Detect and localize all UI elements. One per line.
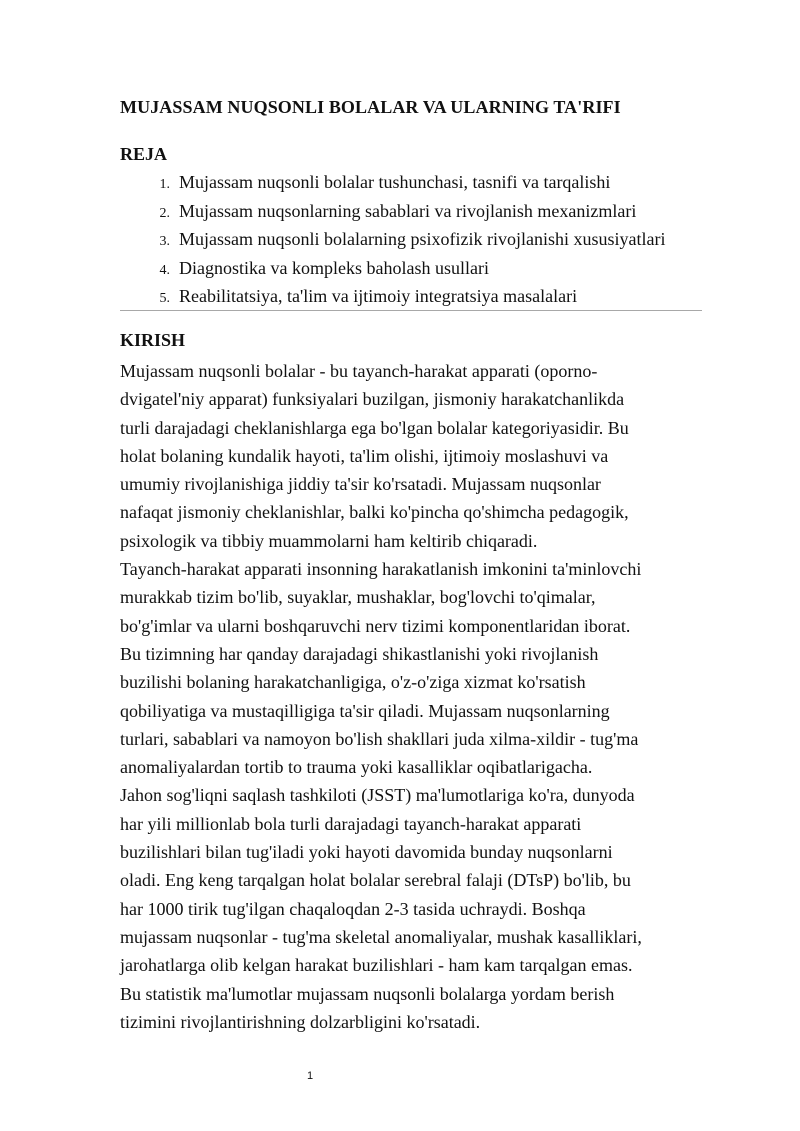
body-line: nafaqat jismoniy cheklanishlar, balki ko'pincha qo'shimcha pedagogik, (120, 502, 629, 523)
body-line: turli darajadagi cheklanishlarga ega bo'lgan bolalar kategoriyasidir. Bu (120, 417, 629, 438)
plan-item-number: 1. (159, 177, 170, 192)
document-title: MUJASSAM NUQSONLI BOLALAR VA ULARNING TA'RIFI (120, 97, 621, 117)
body-line: Mujassam nuqsonli bolalar - bu tayanch-harakat apparati (oporno- (120, 361, 598, 381)
body-line: Bu statistik ma'lumotlar mujassam nuqsonli bolalarga yordam berish (120, 983, 615, 1004)
body-line: dvigatel'niy apparat) funksiyalari buzilgan, jismoniy harakatchanlikda (120, 389, 625, 410)
introduction-body (120, 357, 680, 1036)
plan-item-text: Mujassam nuqsonli bolalar tushunchasi, tasnifi va tarqalishi (179, 172, 611, 192)
page-number: 1 (306, 1070, 314, 1082)
body-line: murakkab tizim bo'lib, suyaklar, mushaklar, bog'lovchi to'qimalar, (120, 587, 596, 608)
plan-item-text: Diagnostika va kompleks baholash usullari (179, 257, 489, 278)
body-line: jarohatlarga olib kelgan harakat buzilishlari - ham kam tarqalgan emas. (120, 955, 633, 976)
plan-item (120, 197, 665, 226)
body-line: Jahon sog'liqni saqlash tashkiloti (JSST) ma'lumotlariga ko'ra, dunyoda (120, 785, 635, 806)
body-line: turlari, sabablari va namoyon bo'lish shakllari juda xilma-xildir - tug'ma (120, 728, 639, 749)
body-line: umumiy rivojlanishiga jiddiy ta'sir ko'rsatadi. Mujassam nuqsonlar (120, 474, 601, 495)
body-line: holat bolaning kundalik hayoti, ta'lim olishi, ijtimoiy moslashuvi va (120, 445, 609, 466)
plan-item-text: Mujassam nuqsonli bolalarning psixofizik rivojlanishi xususiyatlari (179, 229, 666, 249)
plan-item-number: 4. (159, 262, 170, 278)
body-line: qobiliyatiga va mustaqilligiga ta'sir qiladi. Mujassam nuqsonlarning (120, 700, 610, 721)
plan-item (120, 168, 665, 197)
plan-item (120, 254, 665, 283)
body-line: har 1000 tirik tug'ilgan chaqaloqdan 2-3 tasida uchraydi. Boshqa (120, 898, 586, 919)
body-line: anomaliyalardan tortib to trauma yoki kasalliklar oqibatlarigacha. (120, 757, 593, 778)
body-line: mujassam nuqsonlar - tug'ma skeletal anomaliyalar, mushak kasalliklari, (120, 926, 642, 947)
introduction-heading: KIRISH (120, 330, 186, 350)
body-line: bo'g'imlar va ularni boshqaruvchi nerv tizimi komponentlaridan iborat. (120, 615, 631, 636)
body-line: psixologik va tibbiy muammolarni ham keltirib chiqaradi. (120, 530, 538, 551)
body-line: buzilishlari bilan tug'iladi yoki hayoti davomida bunday nuqsonlarni (120, 842, 613, 863)
body-line: oladi. Eng keng tarqalgan holat bolalar serebral falaji (DTsP) bo'lib, bu (120, 870, 631, 891)
plan-heading: REJA (120, 144, 168, 164)
plan-item-number: 2. (159, 205, 170, 221)
plan-item-text: Reabilitatsiya, ta'lim va ijtimoiy integratsiya masalalari (179, 286, 578, 306)
body-line: Tayanch-harakat apparati insonning harakatlanish imkonini ta'minlovchi (120, 559, 642, 580)
plan-item-text: Mujassam nuqsonlarning sabablari va rivojlanish mexanizmlari (179, 200, 637, 221)
plan-item (120, 225, 665, 254)
body-line: tizimini rivojlantirishning dolzarbligini ko'rsatadi. (120, 1011, 481, 1032)
plan-item-number: 5. (159, 291, 170, 306)
plan-item (120, 282, 665, 311)
body-line: buzilishi bolaning harakatchanligiga, o'z-o'ziga xizmat ko'rsatish (120, 672, 586, 693)
plan-list (120, 168, 665, 311)
section-divider (120, 310, 702, 311)
plan-item-number: 3. (159, 234, 170, 249)
body-line: Bu tizimning har qanday darajadagi shikastlanishi yoki rivojlanish (120, 643, 599, 664)
body-line: har yili millionlab bola turli darajadagi tayanch-harakat apparati (120, 813, 582, 834)
